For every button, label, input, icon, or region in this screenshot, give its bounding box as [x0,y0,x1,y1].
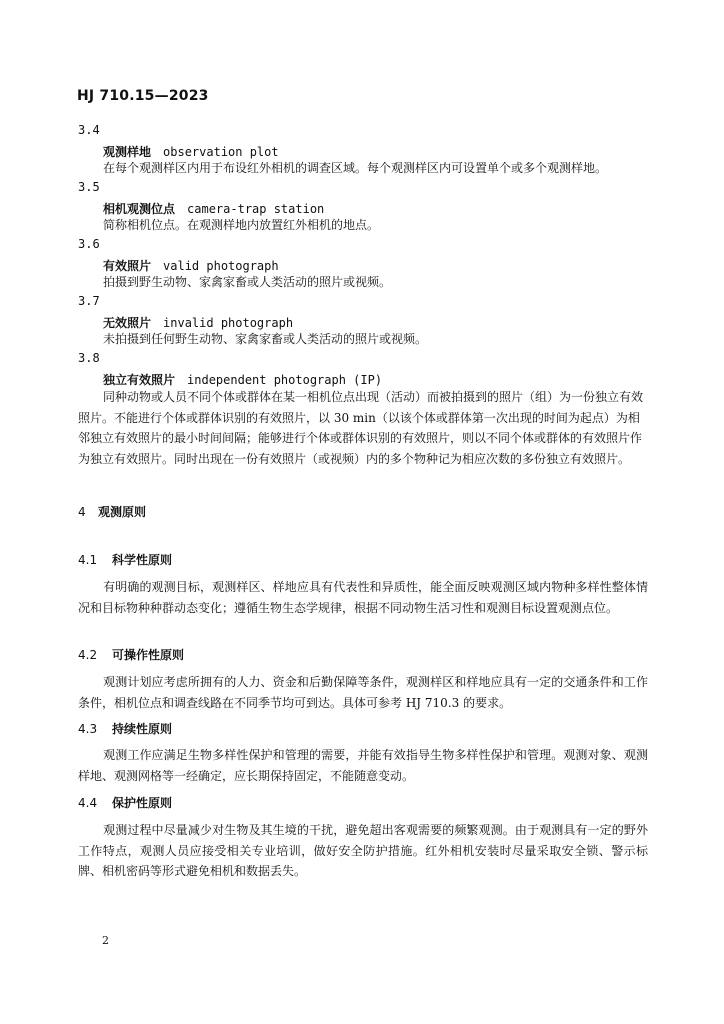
term-title-zh: 观测样地 [103,145,152,159]
subsection-heading [78,551,172,568]
paragraph [78,820,648,882]
subsection-number: 4.4 [78,796,98,810]
term-definition: 未拍摄到任何野生动物、家禽家畜或人类活动的照片或视频。 [103,332,428,346]
subsection-heading [78,720,172,737]
subsection-title: 保护性原则 [112,796,173,810]
subsection-heading [78,646,184,663]
paragraph-text: 观测过程中尽量减少对生物及其生境的干扰，避免超出客观需要的频繁观测。由于观测具有一定的野外工作特点，观测人员应接受相关专业培训，做好安全防护措施。红外相机安装时尽量采取安全锁、警示标牌、相机密码等形式避免相机和数据丢失。 [78,823,648,878]
term-title-en: valid photograph [163,259,279,273]
term-number: 3.5 [78,180,100,194]
paragraph-text: 观测工作应满足生物多样性保护和管理的需要，并能有效指导生物多样性保护和管理。观测对象、观测样地、观测网格等一经确定，应长期保持固定，不能随意变动。 [78,748,648,783]
section-heading [78,503,146,520]
subsection-number: 4.3 [78,722,98,736]
paragraph [78,672,648,713]
term-title-zh: 有效照片 [103,259,152,273]
paragraph-text: 观测计划应考虑所拥有的人力、资金和后勤保障等条件，观测样区和样地应具有一定的交通条件和工作条件，相机位点和调查线路在不同季节均可到达。具体可参考 HJ 710.3 的要求。 [78,675,648,710]
paragraph-text: 有明确的观测目标，观测样区、样地应具有代表性和异质性，能全面反映观测区域内物种多样性整体情况和目标物种种群动态变化；遵循生物生态学规律，根据不同动物生活习性和观测目标设置观测点位。 [78,580,648,615]
section-title: 观测原则 [98,505,147,519]
page-number: 2 [102,934,109,947]
term-number: 3.8 [78,351,100,365]
section-number: 4 [78,505,86,519]
subsection-number: 4.1 [78,553,98,567]
subsection-number: 4.2 [78,648,98,662]
term-number: 3.6 [78,237,100,251]
term-definition: 拍摄到野生动物、家禽家畜或人类活动的照片或视频。 [103,275,392,289]
standard-code-header: HJ 710.15—2023 [77,88,209,104]
term-title-zh: 独立有效照片 [103,373,176,387]
paragraph [78,745,648,786]
term-title-zh: 相机观测位点 [103,202,176,216]
subsection-title: 科学性原则 [112,553,173,567]
term-definition-multiline [78,387,648,469]
term-title-en: invalid photograph [163,316,294,330]
subsection-title: 可操作性原则 [112,648,185,662]
term-definition-text: 同种动物或人员不同个体或群体在某一相机位点出现（活动）而被拍摄到的照片（组）为一份独立有效照片。不能进行个体或群体识别的有效照片，以 30 min（以该个体或群体第一次出现的时间为起点）为相邻独立有效照片的最小时间间隔；能够进行个体或群体识别的有效照片，则以不同个体或群体的有效照片作为独立有效照片。同时出现在一份有效照片（或视频）内的多个物种记为相应次数的多份独立有效照片。 [78,390,644,466]
term-title-zh: 无效照片 [103,316,152,330]
term-title-en: observation plot [163,145,279,159]
term-number: 3.4 [78,123,100,137]
term-title-en: camera-trap station [187,202,325,216]
term-title-en: independent photograph (IP) [187,373,383,387]
subsection-heading [78,794,172,811]
term-title [103,371,382,388]
term-definition: 简称相机位点。在观测样地内放置红外相机的地点。 [103,218,380,232]
paragraph [78,577,648,618]
subsection-title: 持续性原则 [112,722,173,736]
term-definition: 在每个观测样区内用于布设红外相机的调查区域。每个观测样区内可设置单个或多个观测样地。 [103,161,608,175]
term-number: 3.7 [78,294,100,308]
